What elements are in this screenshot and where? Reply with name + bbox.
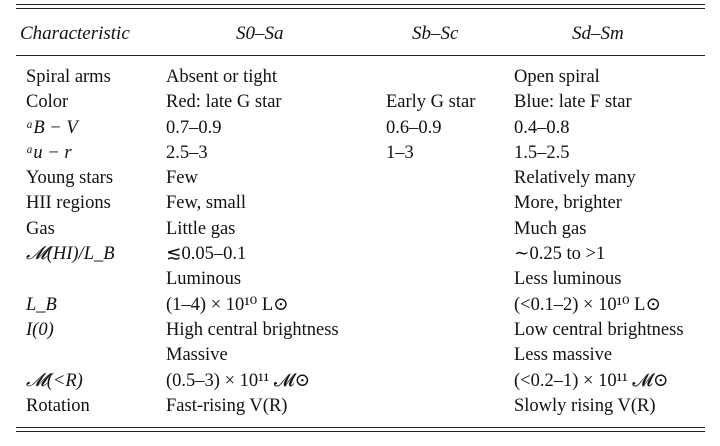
table-cell: Absent or tight: [166, 67, 277, 87]
table-cell: Massive: [166, 345, 228, 366]
header-s0-sa: S0–Sa: [236, 23, 284, 44]
table-row: [0, 66, 720, 91]
table-row: [0, 192, 720, 217]
table-cell: L_B: [26, 294, 57, 315]
table-row: [0, 243, 720, 268]
table-cell: Much gas: [514, 218, 587, 239]
table-cell: ∼0.25 to >1: [514, 244, 606, 265]
table-row: [0, 117, 720, 142]
table-cell: Less luminous: [514, 269, 622, 290]
table-row: [0, 218, 720, 243]
table-cell: Luminous: [166, 269, 242, 290]
header-sb-sc: Sb–Sc: [412, 23, 459, 44]
table-row: [0, 294, 720, 319]
table-cell: Spiral arms: [26, 67, 111, 87]
header-sd-sm: Sd–Sm: [572, 23, 624, 44]
table-cell: Young stars: [26, 168, 114, 189]
table-cell: (<0.2–1) × 10¹¹ 𝓜⊙: [514, 370, 669, 391]
table-row: [0, 344, 720, 369]
table-cell: ᵃu − r: [26, 142, 72, 163]
table-cell: ᵃB − V: [26, 117, 78, 138]
table-cell: Few: [166, 168, 198, 189]
header-rule: [16, 55, 705, 56]
table-cell: 2.5–3: [166, 142, 208, 163]
table-cell: I(0): [26, 319, 54, 340]
table-row: [0, 167, 720, 192]
table-cell: 1–3: [386, 142, 414, 163]
top-rule: [16, 4, 705, 5]
table-cell: Color: [26, 92, 69, 113]
table-cell: (0.5–3) × 10¹¹ 𝓜⊙: [166, 370, 311, 391]
table-cell: HII regions: [26, 193, 111, 214]
table-cell: Red: late G star: [166, 92, 282, 113]
table-cell: 𝓜(<R): [26, 370, 83, 391]
table-row: [0, 91, 720, 116]
table-cell: Blue: late F star: [514, 92, 632, 113]
table-row: [0, 370, 720, 395]
header-characteristic: Characteristic: [20, 23, 130, 44]
table-row: [0, 268, 720, 293]
table-cell: 0.4–0.8: [514, 117, 570, 138]
table-cell: 1.5–2.5: [514, 142, 570, 163]
table-cell: Slowly rising V(R): [514, 395, 656, 416]
table-row: [0, 319, 720, 344]
table-cell: High central brightness: [166, 319, 339, 340]
table-body: [0, 66, 720, 420]
table-cell: ≲0.05–0.1: [166, 244, 247, 265]
bottom-rule: [16, 427, 705, 428]
table-cell: (<0.1–2) × 10¹⁰ L⊙: [514, 294, 661, 315]
table-cell: 𝓜(HI)/L_B: [26, 244, 115, 265]
table-cell: Rotation: [26, 395, 90, 416]
table-cell: More, brighter: [514, 193, 622, 214]
table-row: [0, 395, 720, 420]
table-cell: Few, small: [166, 193, 246, 214]
table-cell: Gas: [26, 218, 55, 239]
table-row: [0, 142, 720, 167]
table-cell: Little gas: [166, 218, 236, 239]
table-cell: (1–4) × 10¹⁰ L⊙: [166, 294, 289, 315]
bottom-rule-inner: [16, 431, 705, 432]
table-cell: Less massive: [514, 345, 613, 366]
table-cell: Low central brightness: [514, 319, 684, 340]
table-cell: Early G star: [386, 92, 476, 113]
table-cell: Open spiral: [514, 67, 600, 87]
table-cell: Relatively many: [514, 168, 636, 189]
table-cell: Fast-rising V(R): [166, 395, 288, 416]
top-rule-inner: [16, 8, 705, 9]
table-cell: 0.6–0.9: [386, 117, 442, 138]
table-cell: 0.7–0.9: [166, 117, 222, 138]
